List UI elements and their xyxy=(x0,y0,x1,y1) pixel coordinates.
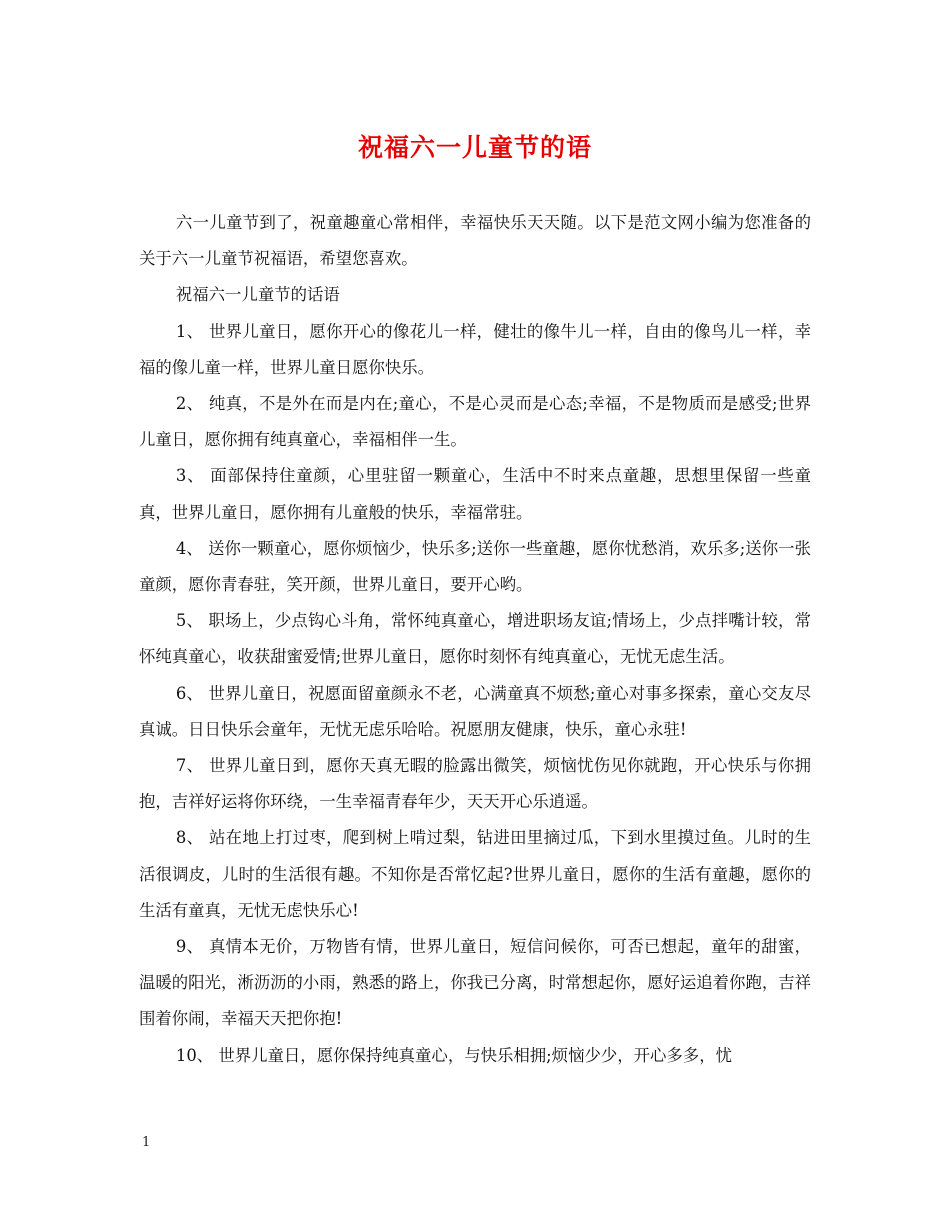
list-item-7: 7、 世界儿童日到，愿你天真无暇的脸露出微笑，烦恼忧伤见你就跑，开心快乐与你拥抱，吉祥好运将你环绕，一生幸福青春年少，天天开心乐逍遥。 xyxy=(139,756,811,812)
page-number: 1 xyxy=(142,1135,151,1150)
list-item-3: 3、 面部保持住童颜，心里驻留一颗童心，生活中不时来点童趣，思想里保留一些童真，世界儿童日，愿你拥有儿童般的快乐，幸福常驻。 xyxy=(139,466,811,522)
document-title: 祝福六一儿童节的语 xyxy=(357,133,592,162)
list-item-4: 4、 送你一颗童心，愿你烦恼少，快乐多;送你一些童趣，愿你忧愁消，欢乐多;送你一张童颜，愿你青春驻，笑开颜，世界儿童日，要开心哟。 xyxy=(139,538,811,595)
list-item-10: 10、 世界儿童日，愿你保持纯真童心，与快乐相拥;烦恼少少，开心多多，忧 xyxy=(175,1045,732,1065)
list-item-6: 6、 世界儿童日，祝愿面留童颜永不老，心满童真不烦愁;童心对事多探索，童心交友尽真诚。日日快乐会童年，无忧无虑乐哈哈。祝愿朋友健康，快乐，童心永驻! xyxy=(139,683,811,739)
list-item-8: 8、 站在地上打过枣，爬到树上啃过梨，钻进田里摘过瓜，下到水里摸过鱼。儿时的生活很调皮，儿时的生活很有趣。不知你是否常忆起?世界儿童日，愿你的生活有童趣，愿你的生活有童真，无忧无虑快乐心! xyxy=(139,828,811,920)
list-item-9: 9、 真情本无价，万物皆有情，世界儿童日，短信问候你，可否已想起，童年的甜蜜，温暖的阳光，淅沥沥的小雨，熟悉的路上，你我已分离，时常想起你，愿好运追着你跑，吉祥围着你闹，幸福天天把你抱! xyxy=(139,937,812,1029)
section-heading: 祝福六一儿童节的话语 xyxy=(175,285,340,305)
list-item-1: 1、 世界儿童日，愿你开心的像花儿一样，健壮的像牛儿一样，自由的像鸟儿一样，幸福的像儿童一样，世界儿童日愿你快乐。 xyxy=(139,321,811,377)
list-item-5: 5、 职场上，少点钩心斗角，常怀纯真童心，增进职场友谊;情场上，少点拌嘴计较，常怀纯真童心，收获甜蜜爱情;世界儿童日，愿你时刻怀有纯真童心，无忧无虑生活。 xyxy=(139,611,811,667)
list-item-2: 2、 纯真，不是外在而是内在;童心，不是心灵而是心态;幸福，不是物质而是感受;世界儿童日，愿你拥有纯真童心，幸福相伴一生。 xyxy=(139,394,811,450)
document-body xyxy=(139,205,811,1074)
intro-paragraph: 六一儿童节到了，祝童趣童心常相伴，幸福快乐天天随。以下是范文网小编为您准备的关于六一儿童节祝福语，希望您喜欢。 xyxy=(139,213,811,269)
